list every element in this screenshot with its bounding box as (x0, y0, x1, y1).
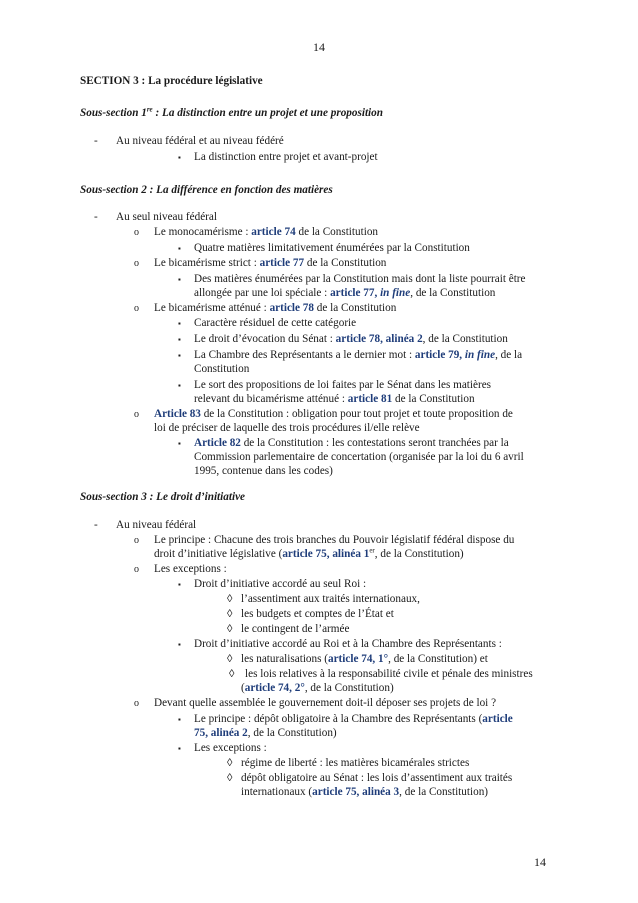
square-bullet-icon: ▪ (178, 351, 181, 360)
square-bullet-icon: ▪ (178, 640, 181, 649)
square-bullet-icon: ▪ (178, 275, 181, 284)
list-item-continuation: 75, alinéa 2, de la Constitution) (194, 727, 337, 739)
square-bullet-icon: ▪ (178, 153, 181, 162)
list-item: les naturalisations (article 74, 1°, de la Constitution) et (241, 653, 488, 665)
square-bullet-icon: ▪ (178, 319, 181, 328)
list-item-continuation: loi de préciser de laquelle des trois procédures il/elle relève (154, 422, 420, 434)
circle-bullet-icon: o (134, 698, 139, 709)
circle-bullet-icon: o (134, 409, 139, 420)
list-item: Au niveau fédéral et au niveau fédéré (116, 135, 284, 147)
square-bullet-icon: ▪ (178, 381, 181, 390)
list-item: Caractère résiduel de cette catégorie (194, 317, 357, 329)
square-bullet-icon: ▪ (178, 335, 181, 344)
dash-bullet: - (94, 135, 98, 147)
square-bullet-icon: ▪ (178, 715, 181, 724)
diamond-bullet-icon: ◊ (229, 668, 235, 680)
list-item: dépôt obligatoire au Sénat : les lois d’assentiment aux traités (241, 772, 513, 784)
circle-bullet-icon: o (134, 227, 139, 238)
list-item: régime de liberté : les matières bicamérales strictes (241, 757, 470, 769)
diamond-bullet-icon: ◊ (227, 623, 233, 635)
square-bullet-icon: ▪ (178, 439, 181, 448)
list-item: Devant quelle assemblée le gouvernement doit-il déposer ses projets de loi ? (154, 697, 497, 709)
list-item: les budgets et comptes de l’État et (241, 608, 394, 620)
list-item: Quatre matières limitativement énumérées par la Constitution (194, 242, 470, 254)
list-item: Article 82 de la Constitution : les contestations seront tranchées par la (194, 437, 509, 449)
list-item-continuation: relevant du bicamérisme atténué : article 81 de la Constitution (194, 393, 475, 405)
dash-bullet: - (94, 519, 98, 531)
dash-bullet: - (94, 211, 98, 223)
list-item: l’assentiment aux traités internationaux, (241, 593, 420, 605)
page-number-header: 14 (313, 40, 325, 54)
list-item: Au seul niveau fédéral (116, 211, 217, 223)
list-item: Le principe : dépôt obligatoire à la Chambre des Représentants (article (194, 713, 513, 725)
page-number-footer: 14 (534, 855, 546, 869)
list-item: La distinction entre projet et avant-projet (194, 151, 378, 163)
list-item-continuation: (article 74, 2°, de la Constitution) (241, 682, 394, 694)
section-title: SECTION 3 : La procédure législative (80, 75, 263, 87)
list-item: Article 83 de la Constitution : obligation pour tout projet et toute proposition de (154, 408, 513, 420)
diamond-bullet-icon: ◊ (227, 653, 233, 665)
square-bullet-icon: ▪ (178, 580, 181, 589)
diamond-bullet-icon: ◊ (227, 593, 233, 605)
list-item-continuation: internationaux (article 75, alinéa 3, de la Constitution) (241, 786, 489, 798)
diamond-bullet-icon: ◊ (227, 608, 233, 620)
list-item-continuation: 1995, contenue dans les codes) (194, 465, 333, 477)
diamond-bullet-icon: ◊ (227, 772, 233, 784)
list-item-continuation: droit d’initiative législative (article 75, alinéa 1er, de la Constitution) (154, 546, 464, 560)
list-item: Les exceptions : (154, 563, 227, 575)
list-item: Droit d’initiative accordé au seul Roi : (194, 578, 367, 590)
square-bullet-icon: ▪ (178, 744, 181, 753)
list-item: Le droit d’évocation du Sénat : article 78, alinéa 2, de la Constitution (194, 333, 508, 345)
list-item-continuation: Commission parlementaire de concertation (organisée par la loi du 6 avril (194, 451, 524, 463)
list-item: Le sort des propositions de loi faites par le Sénat dans les matières (194, 379, 492, 391)
square-bullet-icon: ▪ (178, 244, 181, 253)
list-item-continuation: Constitution (194, 363, 250, 375)
list-item: Les exceptions : (194, 742, 267, 754)
diamond-bullet-icon: ◊ (227, 757, 233, 769)
circle-bullet-icon: o (134, 303, 139, 314)
circle-bullet-icon: o (134, 535, 139, 546)
list-item: les lois relatives à la responsabilité civile et pénale des ministres (245, 668, 533, 680)
subsection-2-title: Sous-section 2 : La différence en fonction des matières (80, 184, 333, 196)
list-item: Le principe : Chacune des trois branches du Pouvoir législatif fédéral dispose du (154, 534, 515, 546)
list-item: Le bicamérisme atténué : article 78 de la Constitution (154, 302, 397, 314)
list-item-continuation: allongée par une loi spéciale : article 77, in fine, de la Constitution (194, 287, 496, 299)
list-item: Le monocamérisme : article 74 de la Constitution (154, 226, 379, 238)
list-item: Au niveau fédéral (116, 519, 197, 531)
subsection-1-title: Sous-section 1re : La distinction entre un projet et une proposition (80, 105, 383, 119)
list-item: La Chambre des Représentants a le dernier mot : article 79, in fine, de la (194, 349, 523, 361)
circle-bullet-icon: o (134, 564, 139, 575)
list-item: Droit d’initiative accordé au Roi et à la Chambre des Représentants : (194, 638, 502, 650)
list-item: Des matières énumérées par la Constitution mais dont la liste pourrait être (194, 273, 526, 285)
subsection-3-title: Sous-section 3 : Le droit d’initiative (80, 491, 246, 503)
list-item: Le bicamérisme strict : article 77 de la Constitution (154, 257, 387, 269)
circle-bullet-icon: o (134, 258, 139, 269)
list-item: le contingent de l’armée (241, 623, 350, 635)
